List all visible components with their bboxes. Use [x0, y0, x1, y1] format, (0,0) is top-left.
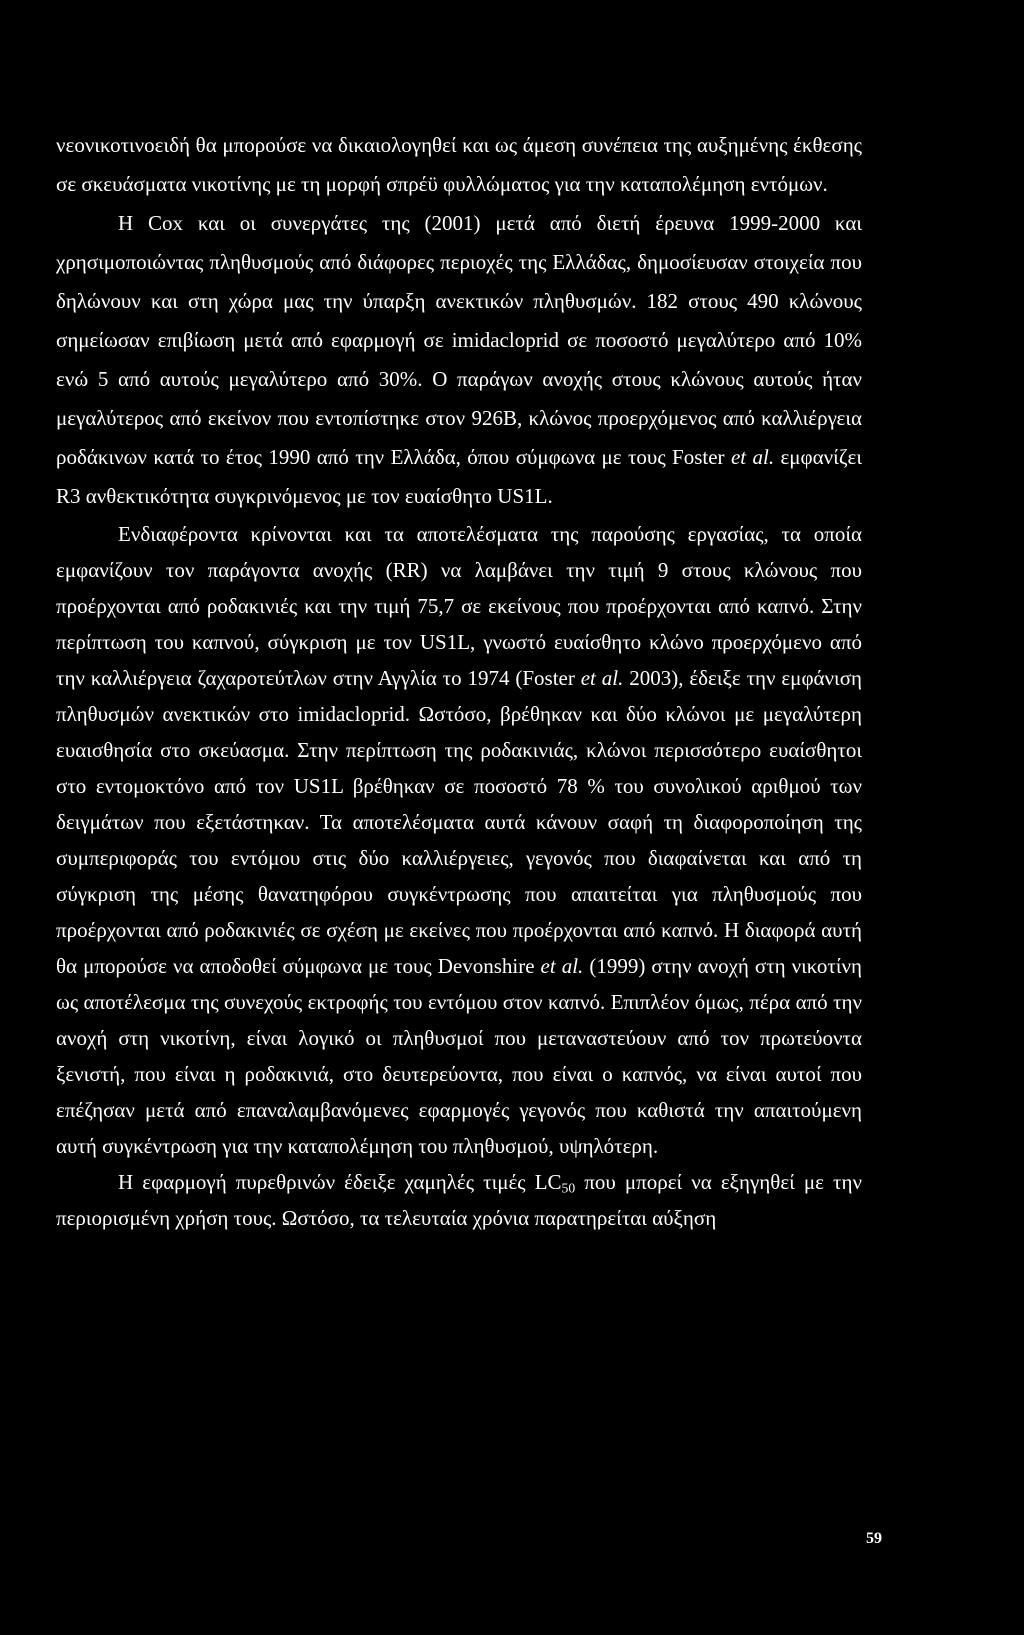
paragraph-2	[56, 204, 862, 516]
paragraph-2-text-b: εμφανίζει R3 ανθεκτικότητα συγκρινόμενος με τον ευαίσθητο US1L.	[56, 445, 862, 508]
paragraph-3-et-al-1: et al.	[580, 666, 624, 690]
paragraph-4-text-a: Η εφαρμογή πυρεθρινών έδειξε χαμηλές τιμές LC	[118, 1170, 562, 1194]
paragraph-4	[56, 1164, 862, 1236]
paragraph-3-text-b: 2003), έδειξε την εμφάνιση πληθυσμών ανεκτικών στο imidacloprid. Ωστόσο, βρέθηκαν και δύο κλώνοι με μεγαλύτερη ευαισθησία στο σκεύασμα. Στην περίπτωση της ροδακινιάς, κλώνοι περισσότερο ευαίσθητοι στο εντομοκτόνο από τον US1L βρέθηκαν σε ποσοστό 78 % του συνολικού αριθμού των δειγμάτων που εξετάστηκαν. Τα αποτελέσματα αυτά κάνουν σαφή τη διαφοροποίηση της συμπεριφοράς του εντόμου στις δύο καλλιέργειες, γεγονός που διαφαίνεται και από τη σύγκριση της μέσης θανατηφόρου συγκέντρωσης που απαιτείται για πληθυσμούς που προέρχονται από ροδακινιές σε σχέση με εκείνες που προέρχονται από καπνό. Η διαφορά αυτή θα μπορούσε να αποδοθεί σύμφωνα με τους Devonshire	[56, 666, 863, 978]
paragraph-3-text-c: (1999) στην ανοχή στη νικοτίνη ως αποτέλεσμα της συνεχούς εκτροφής του εντόμου στον καπνό. Επιπλέον όμως, πέρα από την ανοχή στη νικοτίνη, είναι λογικό οι πληθυσμοί που μεταναστεύουν από τον πρωτεύοντα ξενιστή, που είναι η ροδακινιά, στο δευτερεύοντα, που είναι ο καπνός, να είναι αυτοί που επέζησαν μετά από επαναλαμβανόμενες εφαρμογές γεγονός που καθιστά την απαιτούμενη αυτή συγκέντρωση για την καταπολέμηση του πληθυσμού, υψηλότερη.	[56, 954, 862, 1158]
paragraph-4-subscript: 50	[561, 1180, 576, 1196]
page-number: 59	[866, 1530, 882, 1547]
paragraph-2-et-al: et al.	[730, 445, 775, 469]
paragraph-1-text: νεονικοτινοειδή θα μπορούσε να δικαιολογηθεί και ως άμεση συνέπεια της αυξημένης έκθεσης σε σκευάσματα νικοτίνης με τη μορφή σπρέϋ φυλλώματος για την καταπολέμηση εντόμων.	[56, 133, 862, 196]
paragraph-3-text-a: Ενδιαφέροντα κρίνονται και τα αποτελέσματα της παρούσης εργασίας, τα οποία εμφανίζουν τον παράγοντα ανοχής (RR) να λαμβάνει την τιμή 9 στους κλώνους που προέρχονται από ροδακινιές και την τιμή 75,7 σε εκείνους που προέρχονται από καπνό. Στην περίπτωση του καπνού, σύγκριση με τον US1L, γνωστό ευαίσθητο κλώνο προερχόμενο από την καλλιέργεια ζαχαροτεύτλων στην Αγγλία το 1974 (Foster	[56, 522, 862, 690]
paragraph-3-et-al-2: et al.	[540, 954, 584, 978]
paragraph-3	[56, 516, 862, 1164]
paragraph-1	[56, 126, 862, 204]
document-body	[56, 126, 862, 1236]
paragraph-2-text-a: Η Cox και οι συνεργάτες της (2001) μετά από διετή έρευνα 1999-2000 και χρησιμοποιώντας πληθυσμούς από διάφορες περιοχές της Ελλάδας, δημοσίευσαν στοιχεία που δηλώνουν και στη χώρα μας την ύπαρξη ανεκτικών πληθυσμών. 182 στους 490 κλώνους σημείωσαν επιβίωση μετά από εφαρμογή σε imidacloprid σε ποσοστό μεγαλύτερο από 10% ενώ 5 από αυτούς μεγαλύτερο από 30%. Ο παράγων ανοχής στους κλώνους αυτούς ήταν μεγαλύτερος από εκείνον που εντοπίστηκε στον 926B, κλώνος προερχόμενος από καλλιέργεια ροδάκινων κατά το έτος 1990 από την Ελλάδα, όπου σύμφωνα με τους Foster	[56, 211, 862, 469]
paragraph-4-text-b: που μπορεί να εξηγηθεί με την περιορισμένη χρήση τους. Ωστόσο, τα τελευταία χρόνια παρατηρείται αύξηση	[56, 1170, 862, 1230]
